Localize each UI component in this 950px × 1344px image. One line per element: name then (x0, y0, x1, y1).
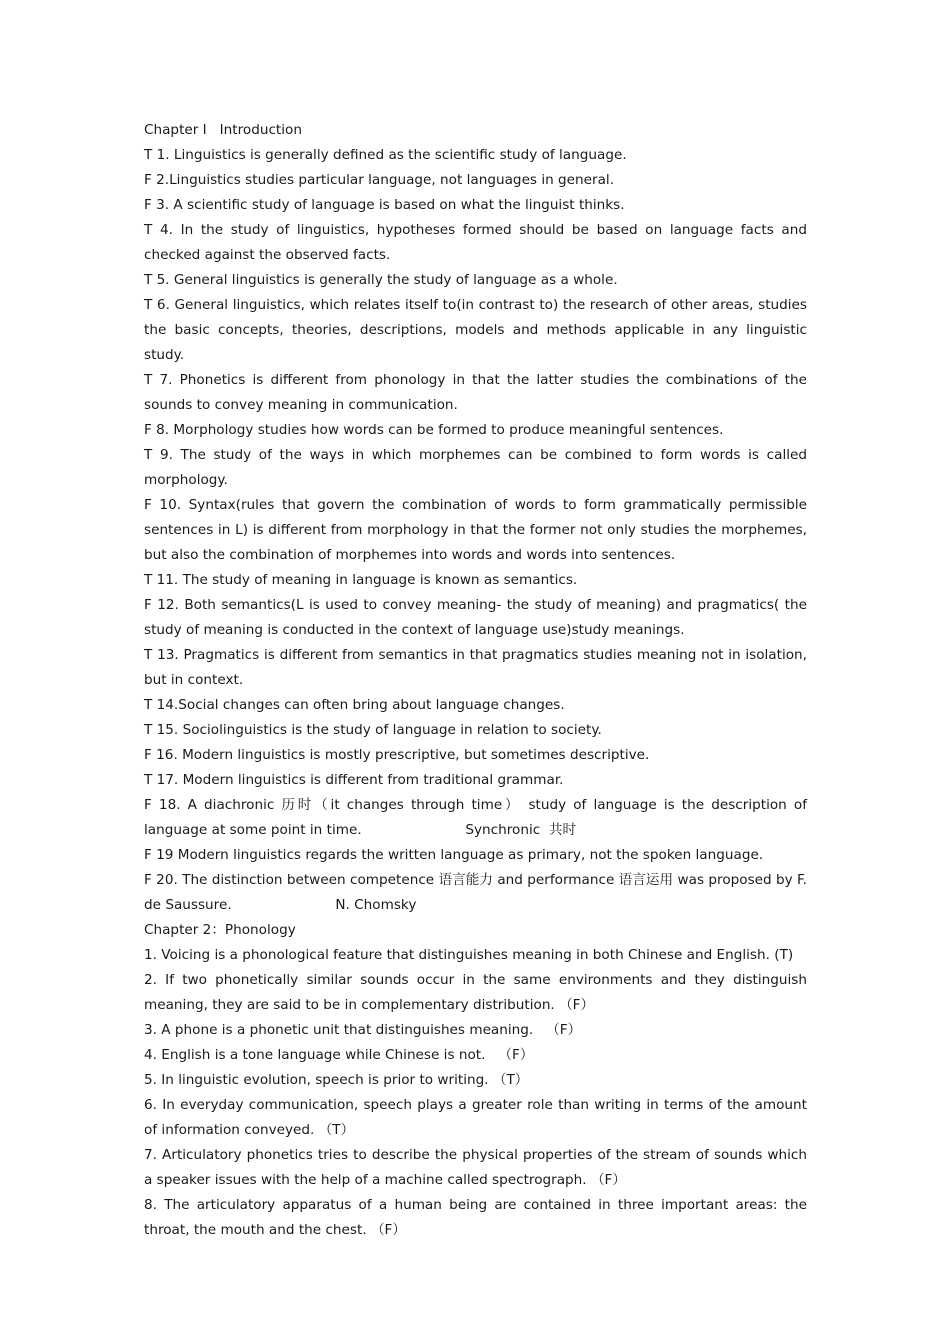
chapter-2-item-5: 5. In linguistic evolution, speech is prior to writing. （T） (144, 1072, 529, 1088)
chapter-2-item-7: 7. Articulatory phonetics tries to describe the physical properties of the stream of sounds which a speaker issues with the help of a machine called spectrograph. （F） (144, 1147, 807, 1188)
chapter-1-item-17: T 17. Modern linguistics is different from traditional grammar. (144, 772, 564, 788)
chapter-1-item-8: F 8. Morphology studies how words can be formed to produce meaningful sentences. (144, 422, 724, 438)
chapter-2-item-2: 2. If two phonetically similar sounds occur in the same environments and they distinguish meaning, they are said to be in complementary distribution. （F） (144, 972, 807, 1013)
chapter-1-item-6: T 6. General linguistics, which relates itself to(in contrast to) the research of other areas, studies the basic concepts, theories, descriptions, models and methods applicable in any linguistic study. (144, 297, 807, 363)
chapter-1-item-14: T 14.Social changes can often bring about language changes. (144, 697, 565, 713)
chapter-1-item-20-block (144, 868, 807, 918)
chapter-2-item-8: 8. The articulatory apparatus of a human being are contained in three important areas: the throat, the mouth and the chest. （F） (144, 1197, 807, 1238)
chapter-1-item-13: T 13. Pragmatics is different from semantics in that pragmatics studies meaning not in isolation, but in context. (144, 647, 807, 688)
chapter-1-item-7: T 7. Phonetics is different from phonology in that the latter studies the combinations of the sounds to convey meaning in communication. (144, 372, 807, 413)
document-body (144, 118, 807, 1243)
chapter-2-heading: Chapter 2：Phonology (144, 922, 296, 938)
chapter-1-item-16: F 16. Modern linguistics is mostly prescriptive, but sometimes descriptive. (144, 747, 650, 763)
chapter-2-item-1: 1. Voicing is a phonological feature that distinguishes meaning in both Chinese and English. (T) (144, 947, 794, 963)
chapter-1-item-11: T 11. The study of meaning in language is known as semantics. (144, 572, 578, 588)
chapter-2-item-6: 6. In everyday communication, speech plays a greater role than writing in terms of the amount of information conveyed. （T） (144, 1097, 807, 1138)
chapter-1-item-9: T 9. The study of the ways in which morphemes can be combined to form words is called morphology. (144, 447, 807, 488)
chapter-1-heading: Chapter I Introduction (144, 122, 302, 138)
chapter-1-item-12: F 12. Both semantics(L is used to convey meaning- the study of meaning) and pragmatics( the study of meaning is conducted in the context of language use)study meanings. (144, 597, 807, 638)
chapter-2-item-3: 3. A phone is a phonetic unit that distinguishes meaning. （F） (144, 1022, 582, 1038)
chapter-1-item-18-note: Synchronic 共时 (465, 822, 577, 838)
chapter-1-item-19: F 19 Modern linguistics regards the written language as primary, not the spoken language. (144, 847, 764, 863)
chapter-1-item-15: T 15. Sociolinguistics is the study of language in relation to society. (144, 722, 602, 738)
chapter-1-item-20-note: N. Chomsky (335, 897, 417, 913)
chapter-1-item-5: T 5. General linguistics is generally the study of language as a whole. (144, 272, 618, 288)
chapter-1-item-4: T 4. In the study of linguistics, hypotheses formed should be based on language facts and checked against the observed facts. (144, 222, 807, 263)
chapter-2-item-4: 4. English is a tone language while Chinese is not. （F） (144, 1047, 534, 1063)
chapter-1-item-18-block (144, 793, 807, 843)
chapter-1-item-1: T 1. Linguistics is generally defined as the scientific study of language. (144, 147, 627, 163)
chapter-1-item-3: F 3. A scientific study of language is based on what the linguist thinks. (144, 197, 625, 213)
chapter-1-item-2: F 2.Linguistics studies particular language, not languages in general. (144, 172, 615, 188)
chapter-1-item-18: F 18. A diachronic 历时（it changes through time） study of language is the description of language at some point in time. (144, 797, 807, 838)
chapter-1-item-10: F 10. Syntax(rules that govern the combination of words to form grammatically permissible sentences in L) is different from morphology in that the former not only studies the morphemes, but also the combination of morphemes into words and words into sentences. (144, 497, 807, 563)
chapter-1-item-20: F 20. The distinction between competence 语言能力 and performance 语言运用 was proposed by F. de Saussure. (144, 872, 807, 913)
